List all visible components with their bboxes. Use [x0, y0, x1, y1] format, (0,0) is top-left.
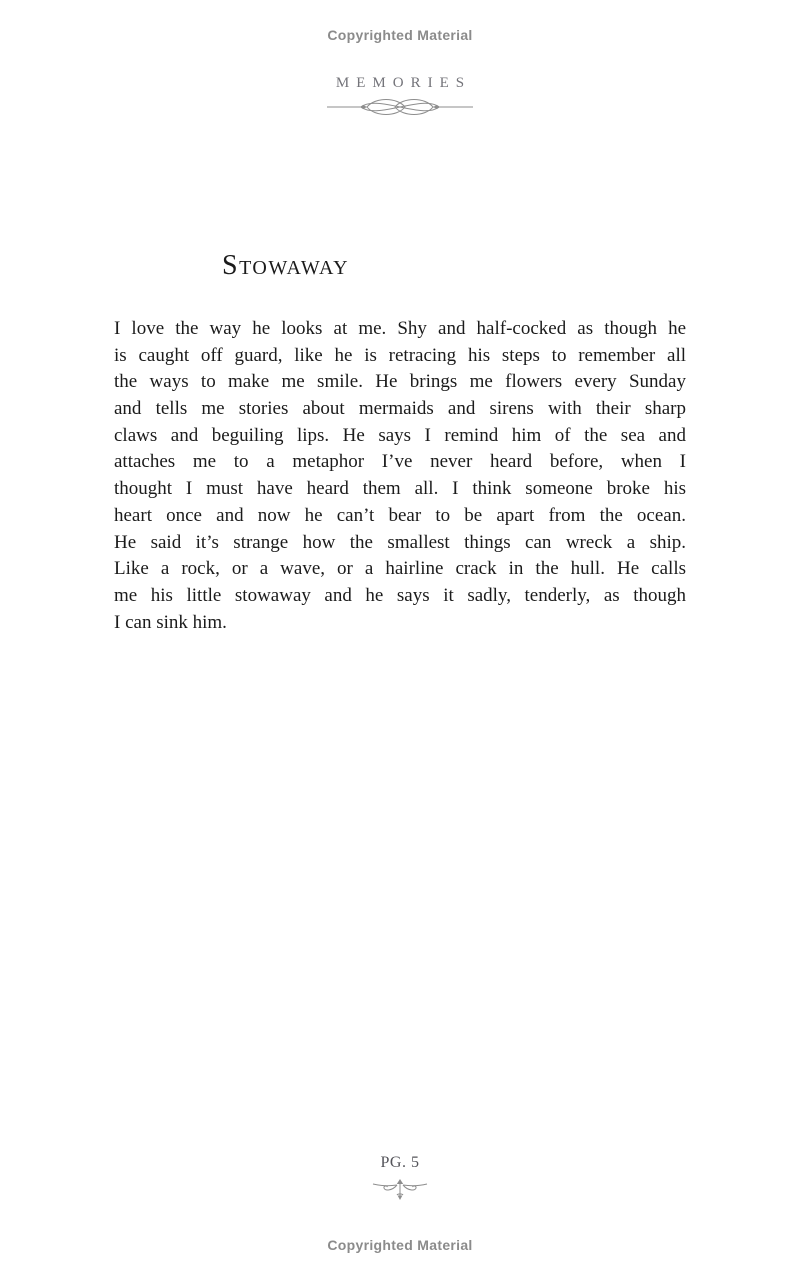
arrow-fleuron-icon [0, 1177, 800, 1201]
poem-line: attaches me to a metaphor I’ve never heard before, when I [114, 451, 686, 473]
poem-title: Stowaway [222, 250, 350, 281]
copyright-banner-bottom: Copyrighted Material [327, 1237, 473, 1253]
poem-line: I can sink him. [114, 611, 227, 633]
poem-line: Like a rock, or a wave, or a hairline crack in the hull. He calls [114, 558, 686, 580]
poem-line: claws and beguiling lips. He says I remind him of the sea and [114, 424, 686, 446]
poem-line: and tells me stories about mermaids and sirens with their sharp [114, 398, 686, 420]
poem-line: is caught off guard, like he is retracing his steps to remember all [114, 344, 686, 366]
copyright-banner-top: Copyrighted Material [327, 27, 473, 43]
poem-line: I love the way he looks at me. Shy and half-cocked as though he [114, 318, 686, 339]
infinity-flourish-icon [0, 93, 800, 121]
poem-line: heart once and now he can’t bear to be apart from the ocean. [114, 504, 686, 526]
poem-line: the ways to make me smile. He brings me flowers every Sunday [114, 371, 686, 393]
poem-body [114, 316, 686, 636]
poem-line: thought I must have heard them all. I think someone broke his [114, 478, 686, 500]
poem-line: me his little stowaway and he says it sadly, tenderly, as though [114, 584, 686, 606]
poem-line: He said it’s strange how the smallest things can wreck a ship. [114, 531, 686, 553]
page-number: PG. 5 [380, 1154, 420, 1171]
book-title: MEMORIES [335, 75, 472, 91]
